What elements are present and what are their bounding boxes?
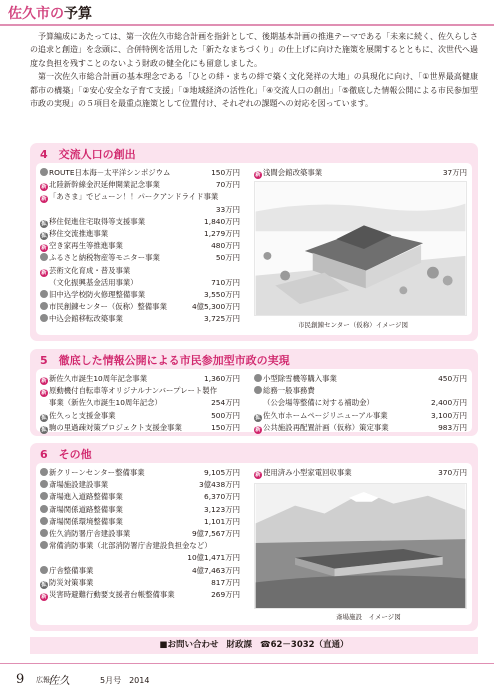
budget-item-name xyxy=(254,410,388,422)
new-badge-icon: 新 xyxy=(255,172,261,178)
budget-item xyxy=(40,228,240,240)
budget-item-label: 浅間会館改築事業 xyxy=(263,168,323,177)
budget-item-label: 斎場進入道路整備事業 xyxy=(49,492,123,502)
budget-item-amount: 2,400万円 xyxy=(431,398,467,408)
bullet-icon xyxy=(40,529,48,537)
budget-item xyxy=(40,265,240,277)
bullet-icon xyxy=(40,566,48,574)
budget-item-label: 災害時避難行動要支援者台帳整備事業 xyxy=(49,589,175,599)
crematorium-caption: 斎場施設 イメージ図 xyxy=(336,613,401,621)
budget-item xyxy=(40,179,240,191)
budget-item-name xyxy=(40,540,212,552)
budget-item-label: 斎場関係道路整備事業 xyxy=(49,504,123,514)
budget-item-amount: 9,105万円 xyxy=(204,468,240,477)
community-center-illustration xyxy=(254,181,467,316)
budget-item-name xyxy=(40,589,175,601)
section-left-column xyxy=(40,467,240,601)
budget-item-amount: 50万円 xyxy=(215,253,240,263)
page-title-topic: 予算 xyxy=(64,6,92,22)
budget-item-name xyxy=(40,577,93,589)
budget-item xyxy=(254,467,467,479)
budget-item-amount: 269万円 xyxy=(211,589,240,599)
section-right-column xyxy=(254,167,467,179)
section-left-column xyxy=(40,373,240,434)
budget-item-name xyxy=(40,479,108,491)
budget-item-label: 新佐久市誕生10周年記念事業 xyxy=(49,374,148,383)
contact-bar xyxy=(30,637,478,654)
new-badge-icon: 新 xyxy=(255,472,261,478)
budget-item-label: 移住交流推進事業 xyxy=(49,228,109,238)
budget-item-name xyxy=(40,491,123,503)
contact-label: ■お問い合わせ xyxy=(159,640,219,650)
budget-item-label: 総務一般事務費 xyxy=(263,386,315,396)
budget-item-label: 事業（新佐久市誕生10周年記念） xyxy=(49,398,162,408)
budget-item-label: 移住促進住宅取得等支援事業 xyxy=(49,216,146,226)
budget-item-name xyxy=(40,385,217,397)
budget-item-name xyxy=(40,504,123,516)
budget-item-name xyxy=(254,373,337,385)
budget-item-amount: 1,101万円 xyxy=(204,516,240,526)
budget-item xyxy=(40,528,240,540)
intro-paragraph-1: 予算編成にあたっては、第一次佐久市総合計画を指針として、後期基本計画の推進テーマである「未来に続く、佐久らしさの追求と創造」を念頭に、合併特例を活用した「新たなまちづくり」の仕上げに向けた施策を展開するとともに、次世代へ過度な負担を残すことのないよう財政の健全化にも留意しました。 xyxy=(30,32,478,68)
budget-item xyxy=(40,565,240,577)
budget-item-name xyxy=(40,528,130,540)
budget-item xyxy=(254,167,467,179)
bullet-icon xyxy=(40,168,48,176)
budget-item-name xyxy=(254,422,389,434)
budget-item xyxy=(40,240,240,252)
budget-item-amount: 6,370万円 xyxy=(204,492,240,502)
section-body xyxy=(36,463,472,625)
budget-item-label: 小型除雪機等購入事業 xyxy=(263,374,337,383)
budget-item-name xyxy=(49,277,138,289)
budget-item-amount: 1,279万円 xyxy=(204,228,240,238)
budget-item xyxy=(40,467,240,479)
bullet-icon xyxy=(254,386,262,394)
bullet-icon xyxy=(40,492,48,500)
budget-item xyxy=(40,373,240,385)
section-body xyxy=(36,163,472,335)
budget-item-label: 原動機付自転車等オリジナルナンバープレート製作 xyxy=(49,386,218,396)
expanded-badge-icon: 拡 xyxy=(41,426,47,433)
budget-item xyxy=(40,385,240,397)
new-badge-icon: 新 xyxy=(41,378,47,384)
budget-item xyxy=(40,410,240,422)
page-title-city: 佐久市の xyxy=(8,6,64,22)
footer-divider xyxy=(0,663,494,664)
budget-item-name xyxy=(40,167,170,179)
budget-item xyxy=(40,589,240,601)
issue-date: 5月号 2014 xyxy=(100,676,150,685)
budget-item-label: ROUTE日本海－太平洋シンポジウム xyxy=(49,168,171,177)
budget-item-amount: 370万円 xyxy=(438,468,467,477)
budget-item-label: 北陸新幹線金沢延伸開業記念事業 xyxy=(49,180,160,190)
budget-item-name xyxy=(40,373,147,385)
budget-item xyxy=(254,373,467,385)
section-title: 6 その他 xyxy=(40,448,92,461)
new-badge-icon: 新 xyxy=(255,426,261,433)
page-header xyxy=(0,0,494,26)
bullet-icon xyxy=(40,290,48,298)
budget-item xyxy=(40,397,240,409)
budget-item-name xyxy=(40,191,218,203)
budget-item-amount: 1,360万円 xyxy=(204,374,240,383)
page-title xyxy=(8,3,92,23)
budget-item-name xyxy=(40,240,123,252)
expanded-badge-icon: 拡 xyxy=(41,581,47,588)
section-exchange-population xyxy=(30,143,478,341)
budget-item-name xyxy=(40,265,130,277)
budget-item-amount: 500万円 xyxy=(211,410,240,420)
budget-item xyxy=(254,385,467,397)
bullet-icon xyxy=(40,468,48,476)
budget-item-label: 常備消防事業（北部消防署庁舎建設負担金など） xyxy=(49,541,212,551)
new-badge-icon: 新 xyxy=(41,593,47,600)
budget-item-name xyxy=(40,179,160,191)
new-badge-icon: 新 xyxy=(41,269,47,276)
budget-item-label: 駒の里過疎対策プロジェクト支援金事業 xyxy=(49,422,182,432)
bullet-icon xyxy=(40,480,48,488)
expanded-badge-icon: 拡 xyxy=(41,414,47,421)
budget-item-amount: 37万円 xyxy=(442,168,467,177)
budget-item-amount: 254万円 xyxy=(211,398,240,408)
budget-item xyxy=(254,410,467,422)
budget-item-label: 使用済み小型家電回収事業 xyxy=(263,468,352,477)
budget-item-label: 旧中込学校防火修理整備事業 xyxy=(49,289,146,299)
budget-item-amount: 150万円 xyxy=(211,168,240,177)
budget-item-label: 芸術文化育成・普及事業 xyxy=(49,265,131,275)
budget-item xyxy=(40,301,240,313)
budget-item-name xyxy=(40,301,167,313)
budget-item-name xyxy=(40,216,145,228)
budget-item-name xyxy=(254,167,322,179)
budget-item-amount: 4億5,300万円 xyxy=(191,302,240,312)
expanded-badge-icon: 拡 xyxy=(255,414,261,421)
budget-item-label: 市民創錬センター（仮称）整備事業 xyxy=(49,302,167,312)
budget-item xyxy=(40,277,240,289)
budget-item xyxy=(40,540,240,552)
section-body xyxy=(36,369,472,432)
contact-department: 財政課 xyxy=(226,640,252,650)
budget-item-label: （文化振興基金活用事業） xyxy=(49,277,138,287)
new-badge-icon: 新 xyxy=(41,245,47,252)
budget-item-name xyxy=(40,467,145,479)
budget-item-label: 公共施設再配置計画（仮称）策定事業 xyxy=(263,422,389,432)
budget-item-label: 防災対策事業 xyxy=(49,577,94,587)
new-badge-icon: 新 xyxy=(41,196,47,203)
budget-item-name xyxy=(40,228,108,240)
budget-item-amount: 9億7,567万円 xyxy=(191,528,240,538)
budget-item xyxy=(40,252,240,264)
section-right-column xyxy=(254,373,467,434)
budget-item xyxy=(40,552,240,564)
budget-item xyxy=(254,397,467,409)
budget-item-amount: 150万円 xyxy=(211,422,240,432)
section-right-column xyxy=(254,467,467,479)
section-title: 5 徹底した情報公開による市民参加型市政の実現 xyxy=(40,354,290,367)
contact-phone: ☎62－3032（直通） xyxy=(259,640,349,650)
budget-item-label: 中込会館移転改築事業 xyxy=(49,314,123,324)
budget-item-amount: 1,840万円 xyxy=(204,216,240,226)
budget-item-name xyxy=(40,422,182,434)
crematorium-drawing xyxy=(255,484,466,608)
budget-item xyxy=(40,313,240,325)
budget-item-label: 新クリーンセンター整備事業 xyxy=(49,468,145,477)
budget-item-name xyxy=(40,565,93,577)
budget-item-amount: 710万円 xyxy=(211,277,240,287)
budget-item-name xyxy=(40,289,145,301)
section-title: 4 交流人口の創出 xyxy=(40,148,136,161)
section-information-disclosure xyxy=(30,349,478,436)
budget-item-name xyxy=(254,385,315,397)
section-others xyxy=(30,443,478,631)
budget-item-label: 「あさま」でビューン！！パークアンドライド事業 xyxy=(49,192,219,202)
page-footer xyxy=(0,663,494,700)
bullet-icon xyxy=(40,517,48,525)
budget-item xyxy=(40,216,240,228)
budget-item-label: ふるさと納税物産等モニター事業 xyxy=(49,253,160,263)
building-drawing xyxy=(255,182,466,315)
budget-item-amount: 3,123万円 xyxy=(204,504,240,514)
budget-item-label: 斎場関係環境整備事業 xyxy=(49,516,123,526)
community-center-caption: 市民創錬センター（仮称）イメージ図 xyxy=(298,321,409,329)
budget-item-name xyxy=(40,252,160,264)
bullet-icon xyxy=(40,314,48,322)
budget-item xyxy=(40,167,240,179)
publication-logo: 佐久 xyxy=(48,674,70,687)
budget-item-amount: 3,100万円 xyxy=(431,410,467,420)
budget-item-amount: 450万円 xyxy=(438,374,467,383)
header-divider xyxy=(0,24,494,26)
budget-item xyxy=(40,191,240,203)
new-badge-icon: 新 xyxy=(41,390,47,397)
budget-item-name xyxy=(254,467,352,479)
expanded-badge-icon: 拡 xyxy=(41,232,47,239)
budget-item xyxy=(40,422,240,434)
budget-item xyxy=(40,204,240,216)
bullet-icon xyxy=(40,505,48,513)
new-badge-icon: 新 xyxy=(41,184,47,191)
budget-item-label: 佐久消防署庁舎建設事業 xyxy=(49,528,131,538)
budget-item-name xyxy=(40,410,116,422)
budget-item-amount: 817万円 xyxy=(211,577,240,587)
intro-paragraph-2: 第一次佐久市総合計画の基本理念である「ひとの絆・まちの絆で築く文化発祥の大地」の具現化に向け、「①世界最高健康都市の構築」「②安心安全な子育て支援」「③地域経済の活性化」「④交流人口の創出」「⑤徹底した情報公開による市民参加型市政の実現」の５項目を最重点施策として位置付け、それぞれの課題への対応を図っています。 xyxy=(30,72,478,109)
budget-item-label: 庁舎整備事業 xyxy=(49,565,94,575)
budget-item-name xyxy=(49,397,162,409)
publication-label: 広報 xyxy=(36,676,50,684)
bullet-icon xyxy=(40,302,48,310)
budget-item-amount: 3,725万円 xyxy=(204,314,240,324)
budget-item xyxy=(40,516,240,528)
budget-item-name xyxy=(40,313,123,325)
budget-item xyxy=(254,422,467,434)
expanded-badge-icon: 拡 xyxy=(41,220,47,227)
section-left-column xyxy=(40,167,240,325)
budget-item-amount: 983万円 xyxy=(438,422,467,432)
budget-item-amount: 10億1,471万円 xyxy=(187,553,240,563)
crematorium-illustration xyxy=(254,483,467,609)
budget-item xyxy=(40,479,240,491)
budget-item xyxy=(40,577,240,589)
budget-item-amount: 3,550万円 xyxy=(204,289,240,299)
bullet-icon xyxy=(40,253,48,261)
budget-item-amount: 70万円 xyxy=(215,180,240,190)
budget-item-amount: 33万円 xyxy=(215,204,240,214)
budget-item xyxy=(40,491,240,503)
budget-item-label: 佐久市ホームページリニューアル事業 xyxy=(263,410,388,420)
bullet-icon xyxy=(40,541,48,549)
budget-item-amount: 3億438万円 xyxy=(199,480,240,490)
budget-item-label: 空き家再生等推進事業 xyxy=(49,241,123,251)
budget-item-amount: 480万円 xyxy=(211,241,240,251)
budget-item xyxy=(40,504,240,516)
budget-item-name xyxy=(40,516,123,528)
budget-item-name xyxy=(263,397,374,409)
budget-item-amount: 4億7,463万円 xyxy=(191,565,240,575)
page-number: 9 xyxy=(16,672,25,687)
budget-item-label: 斎場施設建設事業 xyxy=(49,480,109,490)
intro-text xyxy=(30,30,478,110)
bullet-icon xyxy=(254,374,262,382)
budget-item-label: （公会場等整備に対する補助金） xyxy=(263,398,374,408)
budget-item xyxy=(40,289,240,301)
budget-item-label: 佐久っと支援金事業 xyxy=(49,410,116,420)
